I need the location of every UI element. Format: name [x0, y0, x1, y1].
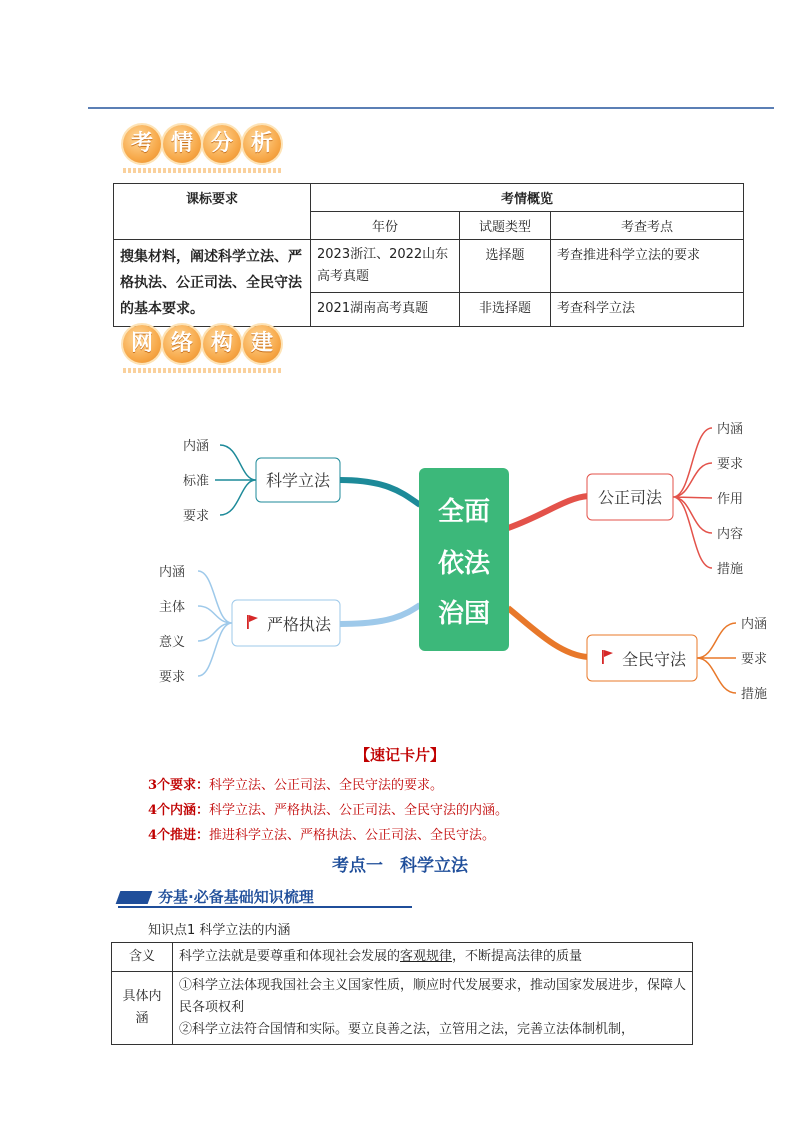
leaf: 内涵: [740, 617, 768, 632]
connector-qmsf: [508, 608, 588, 657]
leaf: 内涵: [716, 422, 744, 437]
node-label: 全民守法: [621, 650, 687, 669]
leaf: 主体: [158, 600, 186, 615]
header-char: 络: [163, 325, 201, 363]
card-value: 科学立法、严格执法、公正司法、全民守法的内涵。: [209, 803, 509, 818]
header-char: 考: [123, 125, 161, 163]
header-bar: [116, 891, 153, 904]
section-header-wangluo: [123, 325, 281, 373]
cell-type: 选择题: [460, 240, 551, 293]
cell-year: 2021湖南高考真题: [311, 293, 460, 327]
card-key: 4个推进：: [148, 828, 210, 843]
leaf: 标准: [182, 474, 210, 489]
cell-type: 非选择题: [460, 293, 551, 327]
section-header-kaoqing: [123, 125, 281, 173]
text: 科学立法就是要尊重和体现社会发展的: [179, 949, 401, 964]
leaf: 作用: [716, 492, 744, 507]
card-line: [148, 824, 495, 843]
leaf-lines-gzsf: [673, 428, 712, 568]
row-content: [173, 972, 693, 1045]
header-char: 情: [163, 125, 201, 163]
card-key: 4个内涵：: [148, 803, 210, 818]
leaf-lines-qmsf: [697, 623, 736, 693]
knowledge-table: [111, 942, 693, 1045]
th-overview: 考情概览: [311, 184, 744, 212]
connector-kxlf: [340, 480, 420, 505]
header-char: 分: [203, 125, 241, 163]
leaf: 内容: [716, 527, 744, 542]
center-text: 治国: [437, 599, 491, 629]
leaf: 要求: [716, 457, 744, 472]
requirement-text: 搜集材料，阐述科学立法、严格执法、公正司法、全民守法的基本要求。: [114, 240, 311, 327]
leaf: 措施: [716, 562, 744, 577]
subsection-title: 夯基·必备基础知识梳理: [158, 888, 314, 906]
mind-map: [0, 400, 800, 720]
header-char: 析: [243, 125, 281, 163]
th-year: 年份: [311, 212, 460, 240]
underlined-text: 客观规律: [400, 949, 453, 964]
card-value: 推进科学立法、严格执法、公正司法、全民守法。: [209, 828, 496, 843]
leaf: 要求: [740, 652, 768, 667]
knowledge-point-title: 知识点1 科学立法的内涵: [148, 923, 291, 938]
leaf: 内涵: [182, 439, 210, 454]
kaodian-title: 考点一 科学立法: [332, 856, 468, 876]
th-requirement: 课标要求: [114, 184, 311, 240]
row-content: [173, 943, 693, 972]
card-line: [148, 774, 443, 793]
exam-analysis-table: [113, 183, 744, 327]
cell-point: 考查科学立法: [551, 293, 744, 327]
leaf: 要求: [158, 670, 186, 685]
header-decoration: [123, 368, 281, 373]
cell-point: 考查推进科学立法的要求: [551, 240, 744, 293]
top-rule: [88, 107, 774, 109]
paragraph: ②科学立法符合国情和实际。要立良善之法，立管用之法，完善立法体制机制，: [179, 1022, 635, 1037]
node-label: 公正司法: [597, 488, 663, 507]
node-label: 严格执法: [266, 615, 332, 634]
card-line: [148, 799, 508, 818]
th-point: 考查考点: [551, 212, 744, 240]
card-value: 科学立法、公正司法、全民守法的要求。: [209, 778, 444, 793]
leaf-lines-ygzf: [198, 571, 232, 676]
card-key: 3个要求：: [148, 778, 210, 793]
header-char: 网: [123, 325, 161, 363]
leaf: 措施: [740, 687, 768, 702]
center-text: 依法: [437, 549, 491, 579]
header-char: 建: [243, 325, 281, 363]
center-text: 全面: [437, 497, 491, 527]
header-char: 构: [203, 325, 241, 363]
leaf-lines-kxlf: [215, 445, 256, 515]
row-label: 含义: [112, 943, 173, 972]
header-underline: [118, 906, 412, 908]
connector-ygzf: [340, 605, 420, 624]
text: ，不断提高法律的质量: [452, 949, 583, 964]
card-title: 【速记卡片】: [354, 746, 445, 764]
leaf: 内涵: [158, 565, 186, 580]
th-type: 试题类型: [460, 212, 551, 240]
cell-year: 2023浙江、2022山东高考真题: [311, 240, 460, 293]
connector-gzsf: [508, 496, 588, 528]
leaf: 要求: [182, 509, 210, 524]
header-decoration: [123, 168, 281, 173]
leaf: 意义: [158, 635, 186, 650]
subsection-header: [118, 886, 412, 908]
node-label: 科学立法: [265, 471, 331, 490]
paragraph: ①科学立法体现我国社会主义国家性质，顺应时代发展要求，推动国家发展进步，保障人民各项权利: [179, 978, 687, 1015]
row-label: 具体内涵: [112, 972, 173, 1045]
